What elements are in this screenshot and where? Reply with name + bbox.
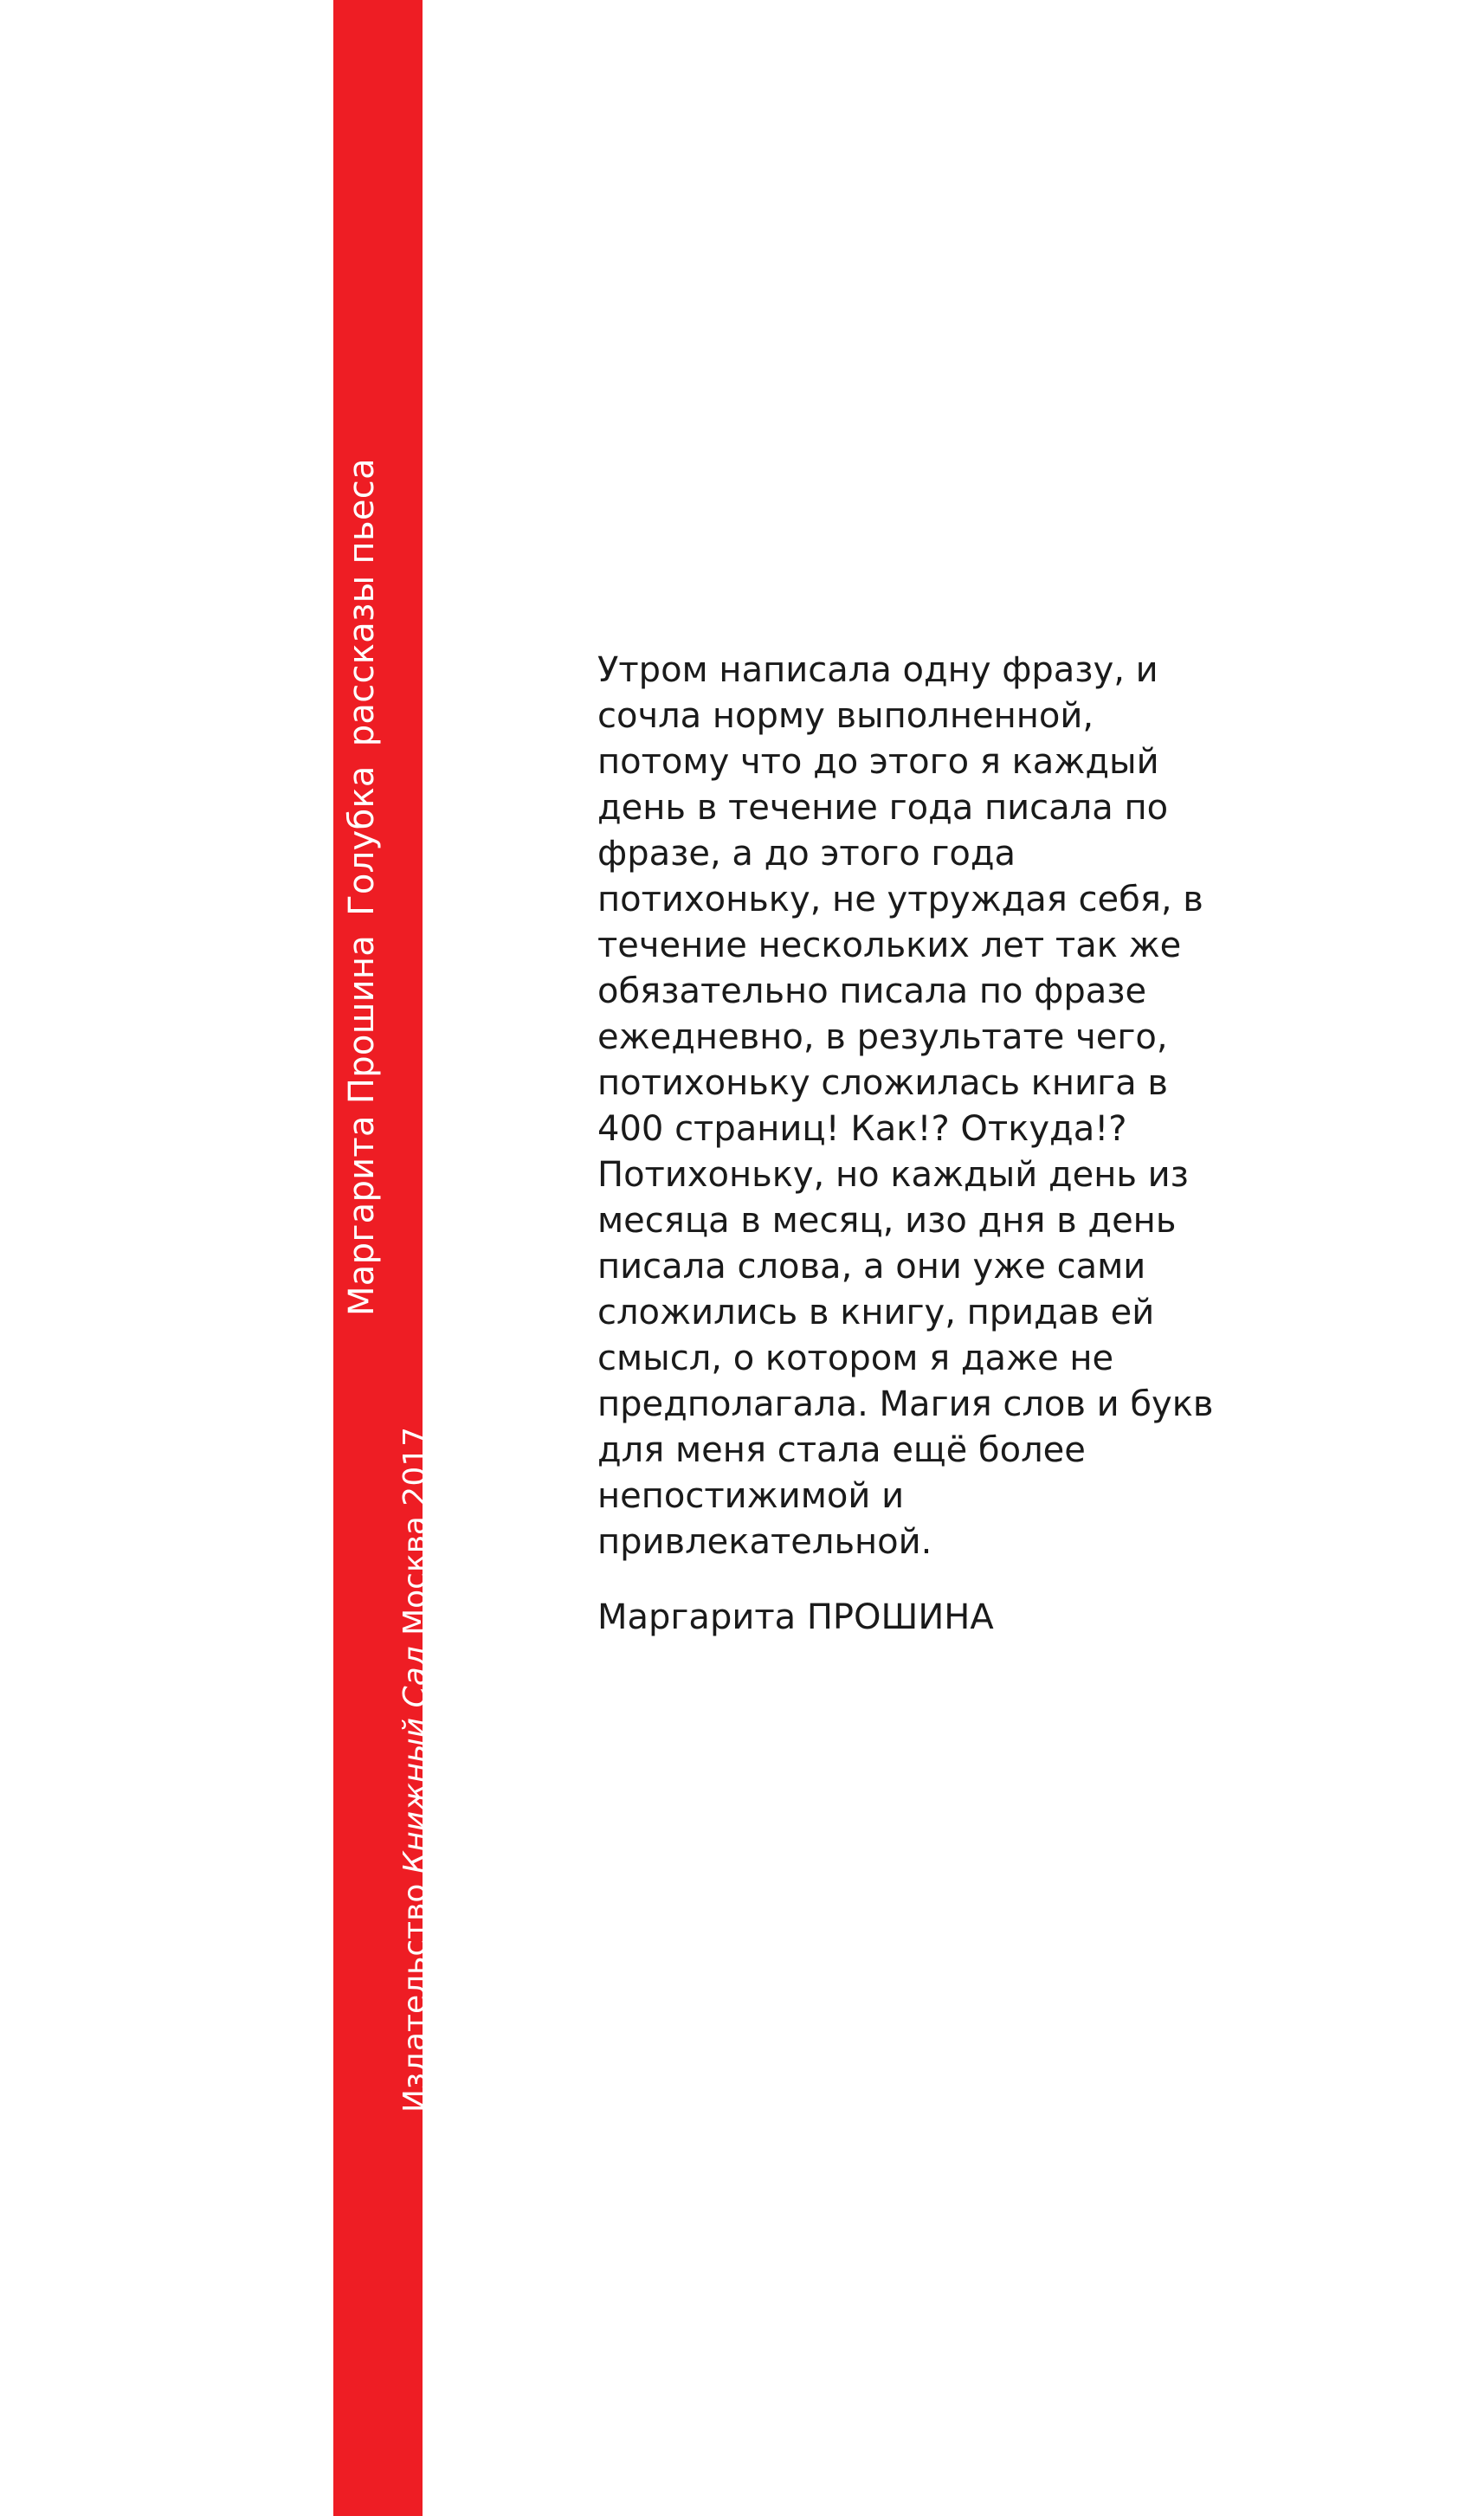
- blurb-line: Утром написала одну фразу, и: [597, 650, 1158, 690]
- spine-publisher-line: [397, 1427, 433, 2113]
- blurb-line: предполагала. Магия слов и букв: [597, 1384, 1214, 1424]
- blurb-line: фразе, а до этого года: [597, 834, 1016, 874]
- book-spine: [333, 0, 433, 2516]
- blurb-line: для меня стала ещё более: [597, 1430, 1086, 1470]
- blurb-line: Потихоньку, но каждый день из: [597, 1155, 1189, 1195]
- blurb-line: течение нескольких лет так же: [597, 926, 1182, 965]
- spine-title: Голубка: [341, 765, 382, 916]
- blurb-line: смысл, о котором я даже не: [597, 1339, 1114, 1378]
- spine-genres: рассказы пьеса: [341, 458, 382, 747]
- spine-publisher-name: Книжный Сад: [397, 1645, 433, 1874]
- back-cover-blurb: [597, 648, 1255, 1565]
- blurb-line: день в течение года писала по: [597, 788, 1169, 828]
- blurb-line: сложились в книгу, придав ей: [597, 1293, 1155, 1332]
- blurb-line: потихоньку, не утруждая себя, в: [597, 880, 1203, 919]
- blurb-line: обязательно писала по фразе: [597, 971, 1147, 1011]
- spine-author: Маргарита Прошина: [341, 934, 382, 1316]
- blurb-line: месяца в месяц, изо дня в день: [597, 1201, 1177, 1241]
- spine-city-year: Москва 2017: [397, 1426, 433, 1635]
- blurb-line: 400 страниц! Как!? Откуда!?: [597, 1109, 1127, 1149]
- spine-title-line: [342, 458, 382, 1316]
- blurb-line: сочла норму выполненной,: [597, 696, 1094, 736]
- spine-publisher-prefix: Издательство: [397, 1883, 433, 2113]
- blurb-line: писала слова, а они уже сами: [597, 1247, 1146, 1287]
- blurb-line: привлекательной.: [597, 1522, 932, 1562]
- blurb-line: непостижимой и: [597, 1476, 905, 1516]
- blurb-line: потихоньку сложилась книга в: [597, 1063, 1168, 1103]
- author-signature: Маргарита ПРОШИНА: [597, 1597, 994, 1637]
- blurb-line: потому что до этого я каждый: [597, 742, 1159, 782]
- blurb-line: ежедневно, в результате чего,: [597, 1017, 1168, 1057]
